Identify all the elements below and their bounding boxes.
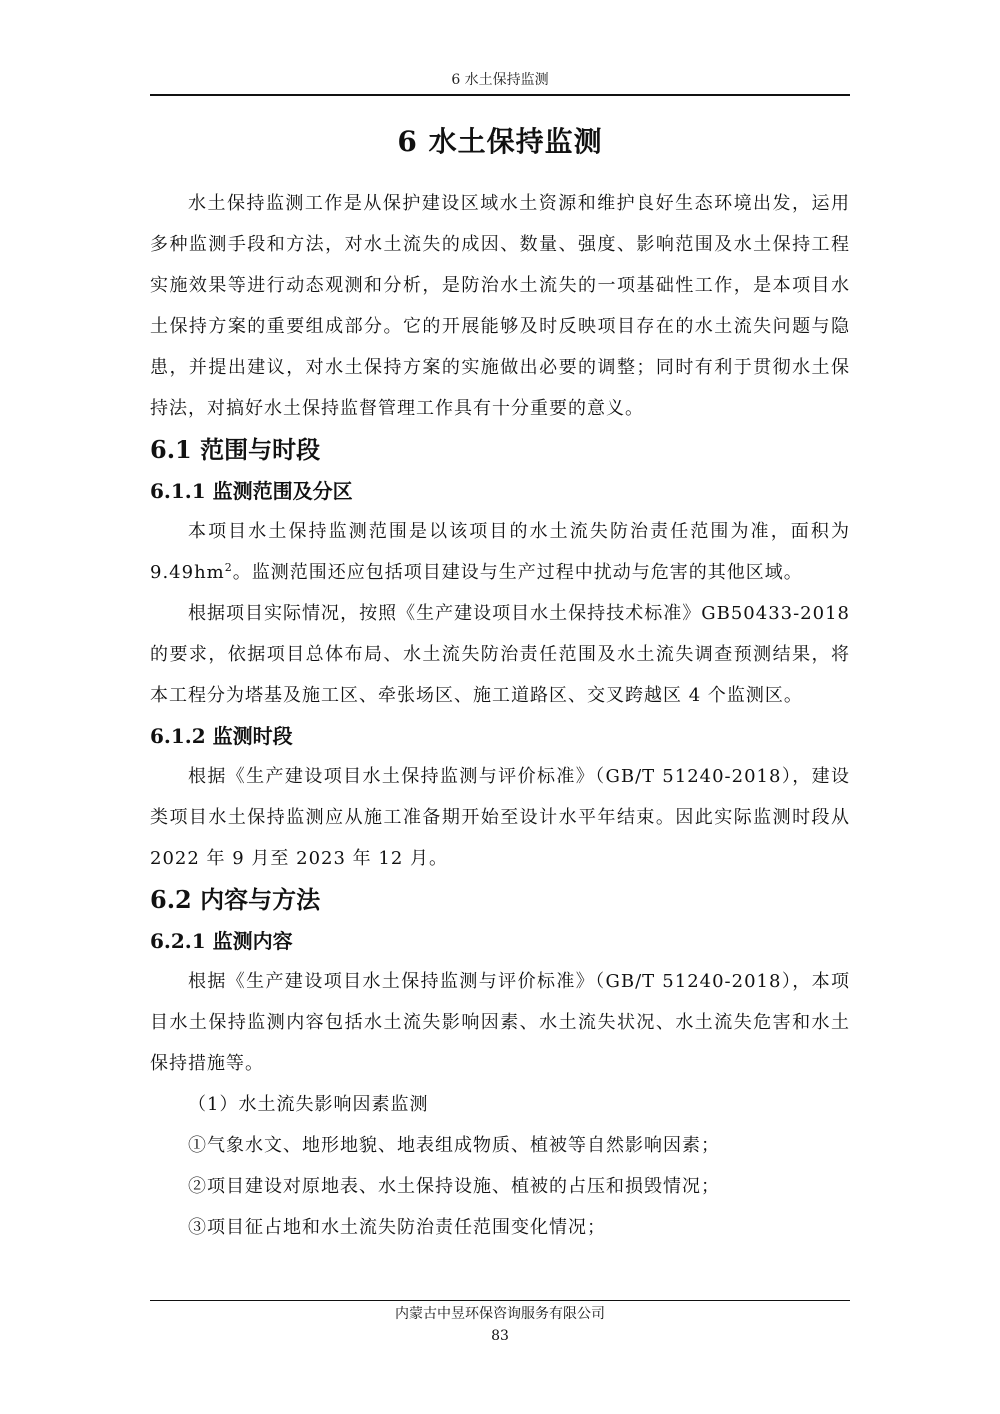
footer-company: 内蒙古中昱环保咨询服务有限公司 — [395, 1306, 605, 1322]
list-item-1b: ②项目建设对原地表、水土保持设施、植被的占压和损毁情况； — [188, 1176, 720, 1197]
list-item-1c: ③项目征占地和水土流失防治责任范围变化情况； — [188, 1217, 606, 1238]
section-6-1-1-heading: 6.1.1 监测范围及分区 — [150, 479, 353, 503]
monitoring-zones-paragraph: 根据项目实际情况，按照《生产建设项目水土保持技术标准》GB50433-2018 的要求，依据项目总体布局、水土流失防治责任范围及水土流失调查预测结果，将本工程分为塔基及施工区、牵张场区、施工道路区、交叉跨越区 4 个监测区。 — [150, 603, 850, 706]
intro-paragraph: 水土保持监测工作是从保护建设区域水土资源和维护良好生态环境出发，运用多种监测手段和方法，对水土流失的成因、数量、强度、影响范围及水土保持工程实施效果等进行动态观测和分析，是防治水土流失的一项基础性工作，是本项目水土保持方案的重要组成部分。它的开展能够及时反映项目存在的水土流失问题与隐患，并提出建议，对水土保持方案的实施做出必要的调整；同时有利于贯彻水土保持法，对搞好水土保持监督管理工作具有十分重要的意义。 — [150, 193, 850, 419]
running-header: 6 水土保持监测 — [451, 72, 549, 88]
page-number: 83 — [491, 1328, 509, 1344]
scope-text-after: 。监测范围还应包括项目建设与生产过程中扰动与危害的其他区域。 — [232, 562, 803, 583]
monitoring-content-paragraph: 根据《生产建设项目水土保持监测与评价标准》（GB/T 51240-2018），本项目水土保持监测内容包括水土流失影响因素、水土流失状况、水土流失危害和水土保持措施等。 — [150, 971, 850, 1074]
page-body — [150, 183, 850, 1248]
scope-text-before: 本项目水土保持监测范围是以该项目的水土流失防治责任范围为准，面积为 9.49hm — [150, 521, 850, 583]
area-unit-superscript: 2 — [224, 561, 233, 574]
monitoring-period-paragraph: 根据《生产建设项目水土保持监测与评价标准》（GB/T 51240-2018），建设类项目水土保持监测应从施工准备期开始至设计水平年结束。因此实际监测时段从 2022 年 9 月至 2023 年 12 月。 — [150, 766, 850, 869]
section-6-2-1-heading: 6.2.1 监测内容 — [150, 929, 293, 953]
section-6-1-2-heading: 6.1.2 监测时段 — [150, 724, 293, 748]
monitoring-scope-paragraph — [150, 511, 850, 593]
section-6-2-heading: 6.2 内容与方法 — [150, 885, 321, 914]
list-item-1: （1）水土流失影响因素监测 — [188, 1094, 429, 1115]
list-item-1a: ①气象水文、地形地貌、地表组成物质、植被等自然影响因素； — [188, 1135, 720, 1156]
chapter-title: 6 水土保持监测 — [397, 125, 603, 158]
footer-divider — [150, 1300, 850, 1301]
header-divider — [150, 94, 850, 96]
section-6-1-heading: 6.1 范围与时段 — [150, 435, 321, 464]
